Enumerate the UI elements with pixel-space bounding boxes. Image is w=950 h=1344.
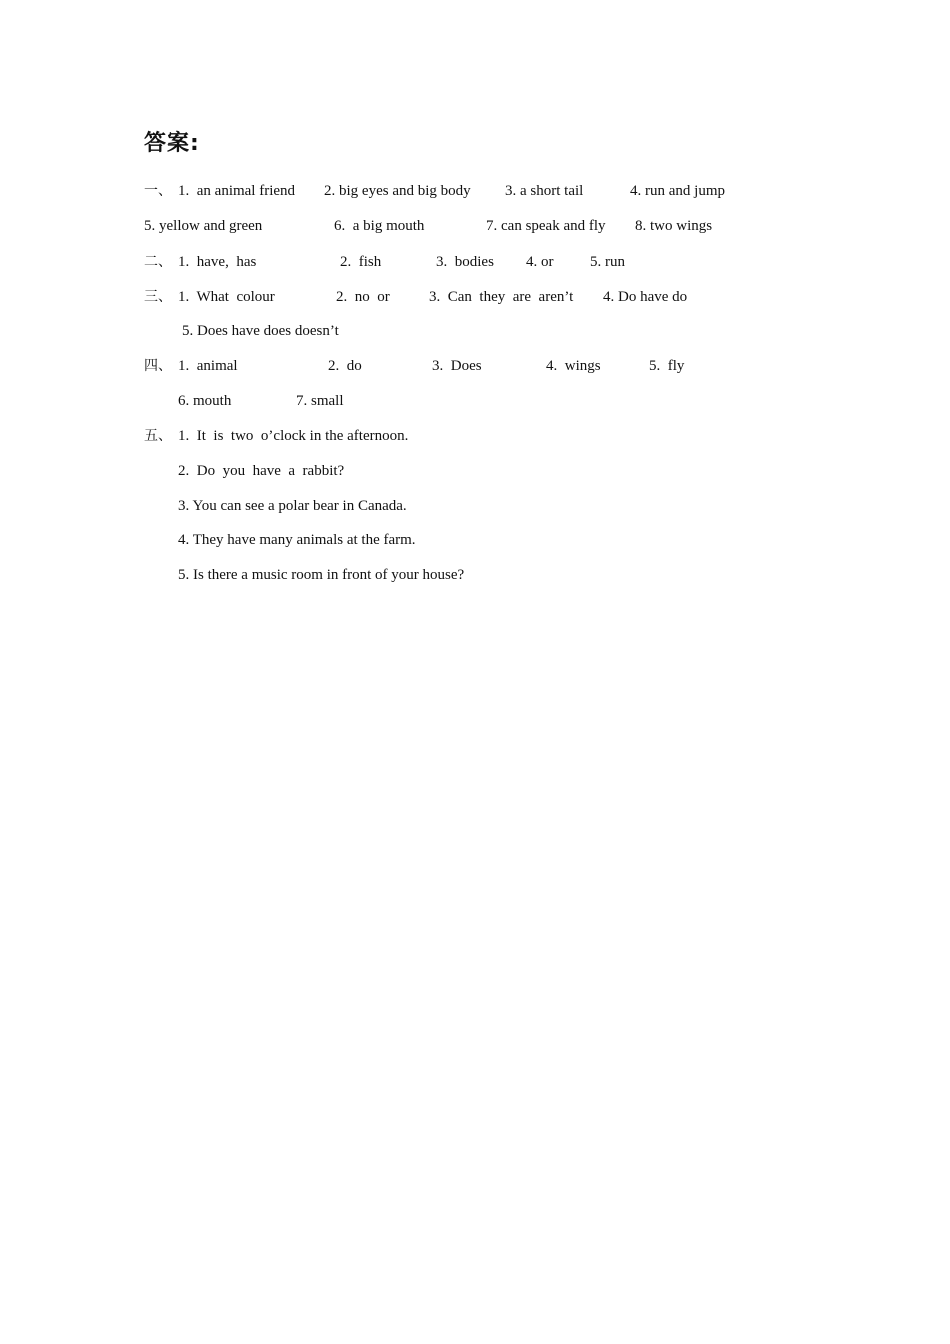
- answer-item: 5. fly: [649, 358, 685, 374]
- section-marker: 三、: [144, 289, 172, 305]
- answer-item: 4. They have many animals at the farm.: [178, 532, 416, 548]
- answer-item: 2. do: [328, 358, 362, 374]
- answer-item: 4. or: [526, 254, 554, 270]
- section-4-row-2: [0, 390, 950, 412]
- answer-item: 4. Do have do: [603, 289, 688, 305]
- answer-item: 1. an animal friend: [178, 183, 296, 199]
- section-1-row-1: [0, 180, 950, 202]
- section-2-row-1: [0, 251, 950, 273]
- section-marker: 一、: [144, 183, 172, 199]
- answer-item: 3. Can they are aren’t: [429, 289, 574, 305]
- answer-item: 6. a big mouth: [334, 218, 425, 234]
- section-3-row-2: [0, 320, 950, 342]
- section-marker: 五、: [144, 428, 172, 444]
- section-3-row-1: [0, 286, 950, 308]
- answer-item: 2. big eyes and big body: [324, 183, 471, 199]
- answer-item: 1. It is two o’clock in the afternoon.: [178, 428, 409, 444]
- answer-item: 1. What colour: [178, 289, 275, 305]
- section-5-row-2: [0, 460, 950, 482]
- section-5-row-5: [0, 564, 950, 586]
- answer-item: 1. have, has: [178, 254, 257, 270]
- section-5-row-4: [0, 529, 950, 551]
- answer-item: 5. run: [590, 254, 625, 270]
- answer-item: 3. Does: [432, 358, 482, 374]
- section-marker: 四、: [144, 358, 172, 374]
- section-4-row-1: [0, 355, 950, 377]
- answer-item: 3. You can see a polar bear in Canada.: [178, 498, 407, 514]
- answer-item: 8. two wings: [635, 218, 713, 234]
- answer-item: 3. a short tail: [505, 183, 584, 199]
- section-marker: 二、: [144, 254, 172, 270]
- section-1-row-2: [0, 215, 950, 237]
- answer-item: 1. animal: [178, 358, 238, 374]
- answer-item: 6. mouth: [178, 393, 232, 409]
- answer-item: 7. small: [296, 393, 344, 409]
- answer-item: 5. Does have does doesn’t: [182, 323, 339, 339]
- answer-item: 7. can speak and fly: [486, 218, 606, 234]
- answer-item: 5. yellow and green: [144, 218, 263, 234]
- answer-item: 3. bodies: [436, 254, 494, 270]
- section-5-row-3: [0, 495, 950, 517]
- answer-item: 4. run and jump: [630, 183, 725, 199]
- answer-item: 2. fish: [340, 254, 382, 270]
- answer-item: 4. wings: [546, 358, 601, 374]
- answer-item: 2. no or: [336, 289, 390, 305]
- page-title: 答案:: [144, 131, 200, 156]
- answer-item: 5. Is there a music room in front of your house?: [178, 567, 465, 583]
- answer-item: 2. Do you have a rabbit?: [178, 463, 345, 479]
- section-5-row-1: [0, 425, 950, 447]
